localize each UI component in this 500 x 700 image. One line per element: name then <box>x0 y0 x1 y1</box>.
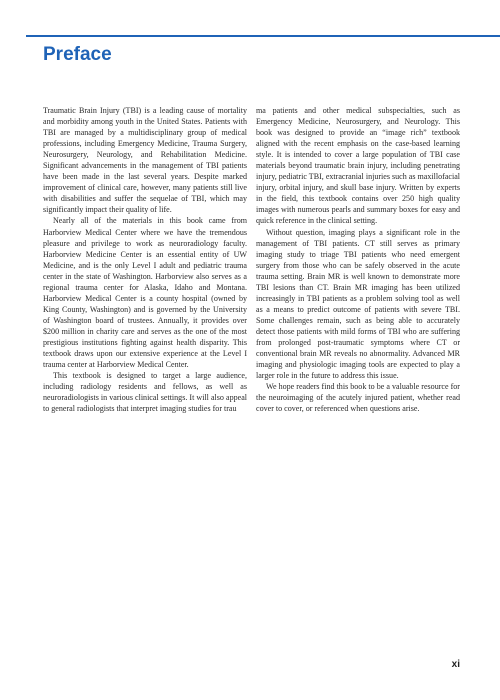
paragraph: We hope readers find this book to be a valuable resource for the neuroimaging of the acutely injured patient, whether read cover to cover, or referenced when questions arise. <box>256 382 460 414</box>
paragraph: Nearly all of the materials in this book came from Harborview Medical Center where we have the tremendous pleasure and privilege to work as neuroradiology faculty. Harborview Medicine Center is an essential entity of UW Medicine, and is the only Level I adult and pediatric trauma center in the state of Washington. Harborview also serves as a regional trauma center for Alaska, Idaho and Montana. Harborview Medical Center is a county hospital (owned by King County, Washington) and is governed by the University of Washington board of trustees. Annually, it provides over $200 million in charity care and serves as the one of the most prestigious institutions fighting against health disparity. This textbook draws upon our extensive experience at the Level I trauma center at Harborview Medical Center. <box>43 216 247 370</box>
page-title: Preface <box>43 44 112 65</box>
paragraph-continued: ma patients and other medical subspecialties, such as Emergency Medicine, Neurosurgery, and Neurology. This book was designed to provide an “image rich” textbook aligned with the recent emphasis on the case-based learning style. It is intended to cover a large population of TBI case materials beyond traumatic brain injury, including penetrating injury, pediatric TBI, extracranial injuries such as maxillofacial injury, orbital injury, and skull base injury. Written by experts in the field, this textbook contains over 250 high quality images with numerous pearls and summary boxes for easy and quick reference in the clinical setting. <box>256 106 460 226</box>
paragraph: Without question, imaging plays a significant role in the management of TBI patients. CT still serves as primary imaging study to triage TBI patients who need emergent surgery from those who can be safely observed in the acute trauma setting. Brain MR is well known to demonstrate more TBI lesions than CT. Brain MR imaging has been utilized increasingly in TBI patients as a problem solving tool as well as a means to predict outcome of patients with severe TBI. Some challenges remain, such as being able to accurately detect those patients with mild forms of TBI who are suffering from prolonged post-traumatic symptoms where CT or conventional brain MR reveals no abnormality. Advanced MR imaging and physiologic imaging tools are expected to play a larger role in the future to address this issue. <box>256 227 460 381</box>
header-rule <box>26 35 500 37</box>
right-column <box>256 105 460 414</box>
left-column <box>43 105 247 414</box>
paragraph: Traumatic Brain Injury (TBI) is a leading cause of mortality and morbidity among youth in the United States. Patients with TBI are managed by a multidisciplinary group of medical professions, including Emergency Medicine, Trauma Surgery, Neurosurgery, Neurology, and Rehabilitation Medicine. Significant advancements in the management of TBI patients have been made in the last several years. Despite marked improvement of clinical care, however, many patients still live with disabilities and suffer the sequelae of TBI, which may significantly impact their quality of life. <box>43 106 247 215</box>
paragraph: This textbook is designed to target a large audience, including radiology residents and fellows, as well as neuroradiologists in various clinical settings. It will also appeal to general radiologists that interpret imaging studies for trau <box>43 371 247 414</box>
page-number: xi <box>451 659 460 670</box>
